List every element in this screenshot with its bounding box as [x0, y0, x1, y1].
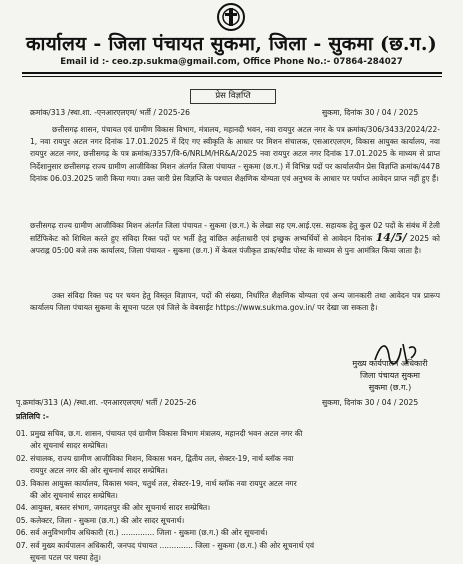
contact-line: Email id :- ceo.zp.sukma@gmail.com, Office Phone No.:- 07864-284027 — [60, 57, 403, 67]
paragraph-2-start: छत्तीसगढ़ राज्य ग्रामीण आजीविका मिशन अंतर्गत जिला पंचायत - सुकमा (छ.ग.) के लेखा सह एम.आई.एस. सहायक हेतु कुल 02 पदों के संबंध में टेली सर्टिफिकेट को शिथिल करते हुए संविदा रिक्त पदों पर भर्ती हेतु वांछित अर्हताधारी एवं इच्छुक अभ्यर्थियों से आवेदन दिनांक — [30, 221, 440, 244]
copy-reference-date: सुकमा, दिनांक 30 / 04 / 2025 — [322, 398, 419, 407]
list-item: रायपुर अटल नगर की ओर सूचनार्थ सादर सम्प्रेषित। — [30, 466, 168, 476]
list-item: 04. आयुक्त, बस्तर संभाग, जगदलपुर की ओर सूचनार्थ सादर सम्प्रेषित। — [16, 503, 211, 513]
copy-to-list — [16, 428, 446, 564]
paragraph-2-end: 2025 को अपराह्न 05:00 बजे तक कार्यालय, जिला पंचायत - सुकमा (छ.ग.) में केवल पंजीकृत डाक/स्पीड पोस्ट के माध्यम से पुनः आमंत्रित किया जाता है। — [30, 234, 440, 256]
list-item: 06. सर्व अनुविभागीय अधिकारी (रा.) .............. जिला - सुकमा (छ.ग.) की ओर सूचनार्थ। — [16, 528, 268, 538]
deadline-date: 14/5/ — [375, 231, 407, 245]
list-item: ओर सूचनार्थ सादर सम्प्रेषित। — [30, 441, 108, 451]
copy-to-label: प्रतिलिपि :- — [16, 412, 49, 421]
emblem-icon — [216, 2, 246, 32]
office-title: कार्यालय - जिला पंचायत सुकमा, जिला - सुकमा (छ.ग.) — [25, 33, 438, 55]
signature-office: जिला पंचायत सुकमा — [360, 371, 420, 380]
list-item: की ओर सूचनार्थ सादर सम्प्रेषित। — [30, 491, 118, 501]
reference-number: क्रमांक/313 /स्था.शा. -एनआरएलएम/ भर्ती / 2025-26 — [30, 108, 191, 117]
list-item: 01. प्रमुख सचिव, छ.ग. शासन, पंचायत एवं ग्रामीण विकास विभाग मंत्रालय, महानदी भवन अटल नगर की — [16, 429, 303, 438]
copy-reference-number: पृ.क्रमांक/313 (A) /स्था.शा. -एनआरएलएम/ भर्ती / 2025-26 — [16, 398, 197, 407]
paragraph-3: उक्त संविदा रिक्त पद पर चयन हेतु विस्तृत विज्ञापन, पदों की संख्या, निर्धारित शैक्षणिक योग्यता एवं अन्य जानकारी तथा आवेदन पत्र प्रारूप कार्यालय जिला पंचायत सुकमा के सूचना पटल एवं जिले के वेबसाईट https://www.sukma.gov.in/ पर देखा जा सकता है। — [30, 291, 440, 313]
reference-date: सुकमा, दिनांक 30 / 04 / 2025 — [322, 108, 419, 117]
list-item: 02. संचालक, राज्य ग्रामीण आजीविका मिशन, विकास भवन, द्वितीय तल, सेक्टर-19, नार्थ ब्लॉक नवा — [16, 453, 294, 463]
signature-location: सुकमा (छ.ग.) — [368, 383, 412, 392]
paragraph-2 — [30, 220, 440, 258]
signature-designation: मुख्य कार्यपालन अधिकारी — [352, 359, 428, 368]
list-item: 07. सर्व मुख्य कार्यपालन अधिकारी, जनपद पंचायत .............. जिला - सुकमा (छ.ग.) की ओर सूचनार्थ एवं — [16, 540, 315, 550]
paragraph-1: छत्तीसगढ़ शासन, पंचायत एवं ग्रामीण विकास विभाग, मंत्रालय, महानदी भवन, नवा रायपुर अटल नगर के पत्र क्रमांक/306/3433/2024/22-1, नवा रायपुर अटल नगर दिनांक 17.01.2025 में दिए गए स्वीकृति के आधार पर मिशन संचालक, एसआरएलएम, विकास आयुक्त कार्यालय, नवा रायपुर अटल नगर, छत्तीसगढ़ के पत्र क्रमांक/3357/वि-6/NRLM/HR&A/2025 नवा रायपुर अटल नगर दिनांक 17.01.2025 के माध्यम से प्राप्त निर्देशानुसार छत्तीसगढ़ राज्य ग्रामीण आजीविका मिशन अंतर्गत जिला पंचायत - सुकमा (छ.ग.) में विभिन्न पदों पर कार्यालयीन प्रेस विज्ञप्ति क्रमांक/4478 दिनांक 06.03.2025 जारी किया गया। उक्त जारी प्रेस विज्ञप्ति के पश्चात शैक्षणिक योग्यता एवं अनुभव के आधार पर पर्याप्त आवेदन प्राप्त नहीं हुए हैं। — [30, 125, 440, 183]
header-rule — [22, 72, 442, 74]
list-item: 03. विकास आयुक्त कार्यालय, विकास भवन, चतुर्थ तल, सेक्टर-19, नार्थ ब्लॉक नवा रायपुर अटल नगर — [16, 478, 297, 488]
list-item: 05. कलेक्टर, जिला - सुकमा (छ.ग.) की ओर सादर सूचनार्थ। — [16, 515, 185, 525]
press-release-box: प्रेस विज्ञप्ति — [190, 89, 276, 104]
list-item: सूचना पटल पर चस्पा हेतु। — [30, 553, 101, 563]
header-rule-thin — [22, 76, 442, 77]
